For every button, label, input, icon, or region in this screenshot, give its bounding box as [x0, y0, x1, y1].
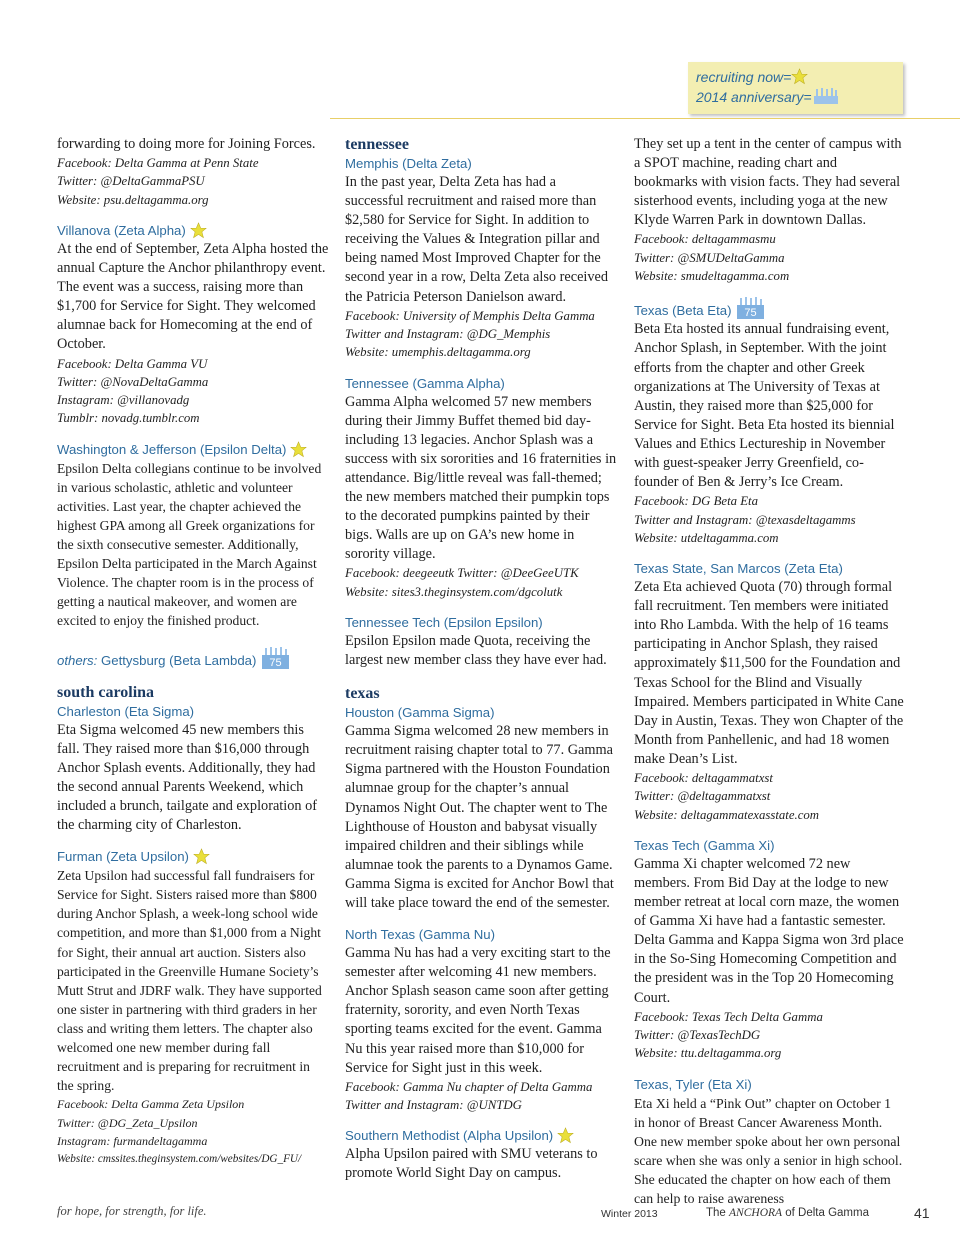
chapter-heading: Texas State, San Marcos (Zeta Eta) — [634, 561, 843, 577]
chapter-heading: Southern Methodist (Alpha Upsilon) — [345, 1126, 618, 1145]
chapter-heading: Tennessee (Gamma Alpha) — [345, 375, 505, 391]
continued-text: They set up a tent in the center of campus with a SPOT machine, reading chart and bookmarks with vision facts. They had several sisterhood events, including yoga at the new Klyde Warren Park in downtown Dallas. — [634, 136, 902, 229]
social-list: Facebook: Delta Gamma VU Twitter: @NovaDeltaGamma Instagram: @villanovadg Tumblr: novadg.tumblr.com — [57, 356, 209, 426]
social-list: Facebook: DG Beta Eta Twitter and Instagram: @texasdeltagamms Website: utdeltagamma.com — [634, 494, 856, 545]
chapter-heading: Villanova (Zeta Alpha) — [57, 221, 329, 240]
footer-issue: Winter 2013 — [601, 1208, 658, 1220]
chapter-text: At the end of September, Zeta Alpha hosted the annual Capture the Anchor philanthropy event. The event was a success, raising more than $1,700 for Service for Sight. They welcomed alumnae back for Homecoming at the end of October. — [57, 240, 329, 353]
page-number: 41 — [914, 1205, 930, 1221]
social-list: Facebook: Gamma Nu chapter of Delta Gamma Twitter and Instagram: @UNTDG — [345, 1079, 593, 1113]
footer-tagline: for hope, for strength, for life. — [57, 1204, 207, 1218]
chapter-heading: Houston (Gamma Sigma) — [345, 705, 495, 721]
chapter-heading: Texas (Beta Eta) 75 — [634, 297, 904, 320]
column-2 — [345, 135, 618, 1184]
chapter-text: Epsilon Delta collegians continue to be involved in various scholastic, athletic and volunteer activities. Last year, the chapter achieved the highest GPA among all Greek organizations for the sixth consecutive semester. Additionally, Epsilon Delta participated in the March Against Violence. The chapter room is in the process of getting a nautical makeover, and women are excited to enjoy the finished product. — [57, 460, 322, 629]
chapter-heading: Memphis (Delta Zeta) — [345, 156, 472, 171]
chapter-text: Gamma Sigma welcomed 28 new members in recruitment raising chapter total to 77. Gamma Sigma partnered with the Houston Foundation alumnae group for the chapter’s annual Dynamos Night Out. The chapter went to The Lighthouse of Houston and babysat visually impaired children and their siblings while alumnae took the parents to a Dynamos Game. Gamma Sigma is excited for Anchor Bowl that will take place toward the end of the semester. — [345, 723, 614, 912]
footer-magazine: The ANCHORA of Delta Gamma — [706, 1207, 869, 1219]
star-icon — [193, 848, 210, 865]
chapter-text: Eta Sigma welcomed 45 new members this fall. They raised more than $16,000 through Anchor Splash events. Additionally, they had the second annual Parents Weekend, which included a brunch, tailgate and exploration of the charming city of Charleston. — [57, 721, 318, 834]
legend-recruiting: recruiting now= — [696, 68, 808, 85]
star-icon — [290, 441, 307, 458]
social-list: Facebook: deltagammasmu Twitter: @SMUDeltaGamma Website: smudeltagamma.com — [634, 232, 790, 284]
chapter-text: In the past year, Delta Zeta has had a successful recruitment and raised more than $2,580 for Service for Sight. In addition to receiving the Values & Integration pillar and being named Most Improved Chapter for the second year in a row, Delta Zeta also received the Patricia Peterson Danielson award. — [345, 174, 609, 305]
chapter-text: Epsilon Epsilon made Quota, receiving the largest new member class they have ever had. — [345, 632, 607, 669]
chapter-heading: Tennessee Tech (Epsilon Epsilon) — [345, 614, 543, 630]
legend-anniversary: 2014 anniversary= — [696, 87, 840, 105]
chapter-heading: Texas Tech (Gamma Xi) — [634, 837, 775, 853]
social-list: Facebook: Delta Gamma at Penn State Twitter: @DeltaGammaPSU Website: psu.deltagamma.org — [57, 156, 259, 207]
continued-text: forwarding to doing more for Joining Forces. — [57, 136, 316, 152]
chapter-heading: Washington & Jefferson (Epsilon Delta) — [57, 440, 329, 459]
anniversary-badge-icon — [735, 297, 765, 319]
state-heading: tennessee — [345, 136, 409, 153]
state-heading: texas — [345, 685, 380, 703]
badge-number: 75 — [744, 307, 758, 320]
others-line: others: Gettysburg (Beta Lambda) 75 — [57, 647, 329, 669]
chapter-heading: Charleston (Eta Sigma) — [57, 703, 195, 719]
social-list: Facebook: University of Memphis Delta Gamma Twitter and Instagram: @DG_Memphis Website: umemphis.deltagamma.org — [345, 308, 595, 360]
star-icon — [190, 222, 207, 239]
social-list: Facebook: deegeeutk Twitter: @DeeGeeUTK Website: sites3.theginsystem.com/dgcolutk — [345, 566, 579, 599]
star-icon — [557, 1127, 574, 1144]
social-list: Facebook: Delta Gamma Zeta Upsilon Twitter: @DG_Zeta_Upsilon Instagram: furmandeltagamma Website: cmssites.theginsystem.com/websites/DG_FU/ — [57, 1097, 302, 1166]
chapter-text: Zeta Upsilon had successful fall fundraisers for Service for Sight. Sisters raised more than $800 during Anchor Splash, a week-long school wide competition, and more than $1,000 from a Night for Sight, their annual art auction. Sisters also participated in the Greenville Humane Society’s Mutt Strut and JDRF walk. They have supported one sister in partnering with third graders in her class and writing them letters. The chapter also welcomed one new member during fall recruitment and is preparing for recruitment in the spring. — [57, 868, 322, 1094]
legend-box — [688, 62, 903, 114]
badge-number: 75 — [269, 656, 283, 669]
state-heading: south carolina — [57, 683, 155, 701]
chapter-text: Beta Eta hosted its annual fundraising event, Anchor Splash, in September. With the joint efforts from the chapter and other Greek organizations at The University of Texas at Austin, they raised more than $25,000 for Service for Sight. Beta Eta hosted its biennial Values and Ethics Lectureship in November with guest-speaker Jerry Greenfield, co-founder of Ben & Jerry’s Ice Cream. — [634, 321, 895, 491]
anniversary-badge-icon — [260, 647, 290, 669]
chapter-text: Zeta Eta achieved Quota (70) through formal fall recruitment. Ten members were initiated into Rho Lambda. With the help of 16 teams participating in Anchor Splash, they raised approximately $11,500 for the Foundation and Texas School for the Blind and Visually Impaired. Members participated in White Cane Day in Austin, Texas. They won Chapter of the Month from Panhellenic, and had 18 women make Dean’s List. — [634, 579, 904, 767]
star-icon — [791, 68, 808, 85]
chapter-text: Alpha Upsilon paired with SMU veterans to promote World Sight Day on campus. — [345, 1146, 598, 1182]
cake-icon — [812, 87, 840, 105]
chapter-text: Gamma Xi chapter welcomed 72 new members. From Bid Day at the lodge to new member retreat at local corn maze, the women of Gamma Xi have had a fantastic semester. Delta Gamma and Kappa Sigma won 3rd place in the So-Sing Homecoming Competition and the president was in the Top 20 Homecoming Court. — [634, 855, 904, 1006]
column-1 — [57, 135, 329, 1168]
chapter-heading: Texas, Tyler (Eta Xi) — [634, 1076, 752, 1092]
chapter-text: Eta Xi held a “Pink Out” chapter on October 1 in honor of Breast Cancer Awareness Month. One new member spoke about her own personal scare when she was only a senior in high school. She educated the chapter on how each of them can help to raise awareness — [634, 1095, 903, 1207]
chapter-heading: Furman (Zeta Upsilon) — [57, 847, 329, 866]
chapter-text: Gamma Nu has had a very exciting start to the semester after welcoming 41 new members. Anchor Splash season came soon after getting fraternity, sorority, and even North Texas sporting teams excited for the event. Gamma Nu this year raised more than $10,000 for Service for Sight just in this week. — [345, 945, 611, 1076]
social-list: Facebook: Texas Tech Delta Gamma Twitter: @TexasTechDG Website: ttu.deltagamma.org — [634, 1009, 823, 1061]
chapter-heading: North Texas (Gamma Nu) — [345, 927, 495, 943]
column-3 — [634, 135, 904, 1208]
header-rule — [330, 118, 960, 119]
chapter-text: Gamma Alpha welcomed 57 new members during their Jimmy Buffet themed bid day- including 13 legacies. Anchor Splash was a success with six sororities and 16 fraternities in attendance. Big/little reveal was fall-themed; the new members matched their pumpkin tops to the decorated pumpkins painted by their bigs. Walls are up on GA’s new home in sorority village. — [345, 393, 617, 563]
social-list: Facebook: deltagammatxst Twitter: @deltagammatxst Website: deltagammatexasstate.com — [634, 771, 820, 822]
